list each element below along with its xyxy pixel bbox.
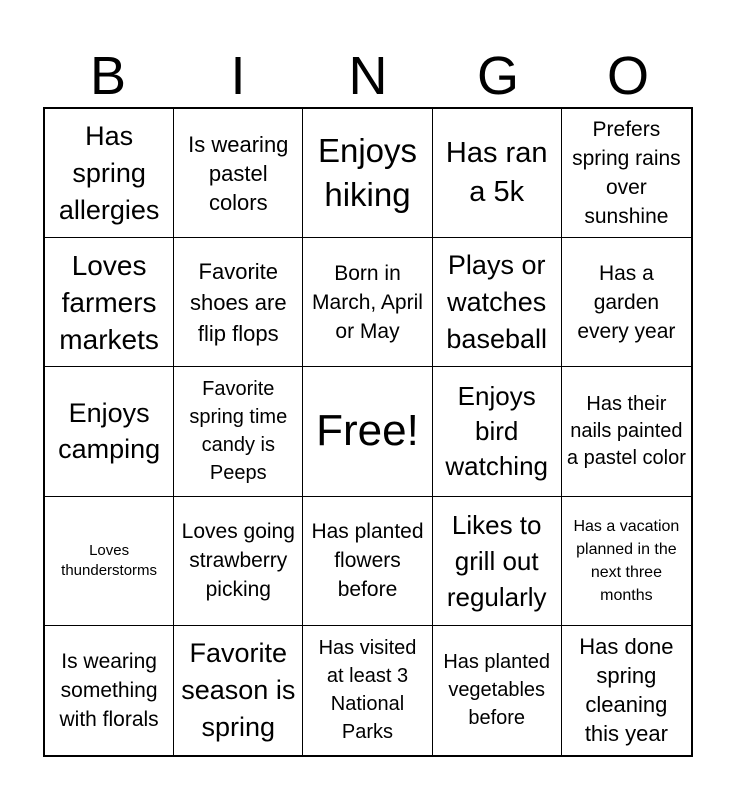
bingo-cell[interactable] bbox=[174, 109, 303, 238]
bingo-cell[interactable] bbox=[174, 367, 303, 496]
bingo-header bbox=[43, 44, 693, 108]
header-letter-g: G bbox=[476, 46, 519, 106]
cell-text: Has planted vegetables before bbox=[443, 651, 551, 730]
cell-text: Has a garden every year bbox=[577, 261, 676, 343]
cell-text: Has their nails painted a pastel color bbox=[566, 392, 686, 469]
bingo-cell[interactable] bbox=[45, 109, 174, 238]
bingo-cell[interactable] bbox=[562, 109, 691, 238]
cell-text: Favorite season is spring bbox=[181, 637, 296, 742]
header-letter-b: B bbox=[89, 46, 127, 106]
bingo-cell[interactable] bbox=[174, 626, 303, 755]
bingo-cell[interactable] bbox=[303, 238, 432, 367]
bingo-cell[interactable] bbox=[303, 497, 432, 626]
header-letter-i: I bbox=[230, 46, 246, 106]
cell-text: Likes to grill out regularly bbox=[446, 509, 547, 612]
cell-text: Loves thunderstorms bbox=[61, 541, 158, 579]
bingo-cell[interactable] bbox=[433, 238, 562, 367]
bingo-board bbox=[43, 107, 693, 757]
cell-text: Born in March, April or May bbox=[312, 261, 423, 343]
bingo-cell[interactable] bbox=[562, 626, 691, 755]
cell-text: Prefers spring rains over sunshine bbox=[572, 118, 681, 229]
bingo-cell[interactable] bbox=[303, 109, 432, 238]
bingo-cell[interactable] bbox=[174, 497, 303, 626]
cell-text: Loves farmers markets bbox=[59, 249, 159, 355]
bingo-cell[interactable] bbox=[303, 367, 432, 496]
cell-text: Has visited at least 3 National Parks bbox=[318, 637, 417, 744]
bingo-cell[interactable] bbox=[45, 626, 174, 755]
bingo-cell[interactable] bbox=[174, 238, 303, 367]
bingo-cell[interactable] bbox=[562, 497, 691, 626]
bingo-cell[interactable] bbox=[433, 367, 562, 496]
bingo-cell[interactable] bbox=[45, 238, 174, 367]
bingo-cell[interactable] bbox=[433, 497, 562, 626]
cell-text: Has ran a 5k bbox=[445, 137, 548, 209]
bingo-cell[interactable] bbox=[303, 626, 432, 755]
bingo-cell[interactable] bbox=[45, 497, 174, 626]
cell-text: Favorite spring time candy is Peeps bbox=[189, 378, 288, 485]
bingo-cell[interactable] bbox=[562, 238, 691, 367]
cell-text: Has spring allergies bbox=[58, 120, 160, 225]
header-letter-n: N bbox=[348, 46, 388, 106]
cell-text: Has planted flowers before bbox=[311, 520, 424, 602]
cell-text: Free! bbox=[316, 406, 419, 456]
bingo-cell[interactable] bbox=[433, 626, 562, 755]
cell-text: Enjoys camping bbox=[58, 398, 161, 465]
cell-text: Loves going strawberry picking bbox=[181, 520, 295, 602]
bingo-cell[interactable] bbox=[45, 367, 174, 496]
cell-text: Is wearing something with florals bbox=[59, 649, 159, 731]
bingo-cell[interactable] bbox=[562, 367, 691, 496]
header-letter-o: O bbox=[606, 46, 649, 106]
cell-text: Plays or watches baseball bbox=[446, 249, 547, 354]
cell-text: Is wearing pastel colors bbox=[188, 131, 289, 215]
bingo-cell[interactable] bbox=[433, 109, 562, 238]
cell-text: Favorite shoes are flip flops bbox=[189, 258, 287, 346]
cell-text: Has a vacation planned in the next three months bbox=[573, 517, 680, 604]
cell-text: Has done spring cleaning this year bbox=[579, 634, 674, 747]
cell-text: Enjoys hiking bbox=[317, 132, 418, 214]
cell-text: Enjoys bird watching bbox=[445, 380, 548, 481]
